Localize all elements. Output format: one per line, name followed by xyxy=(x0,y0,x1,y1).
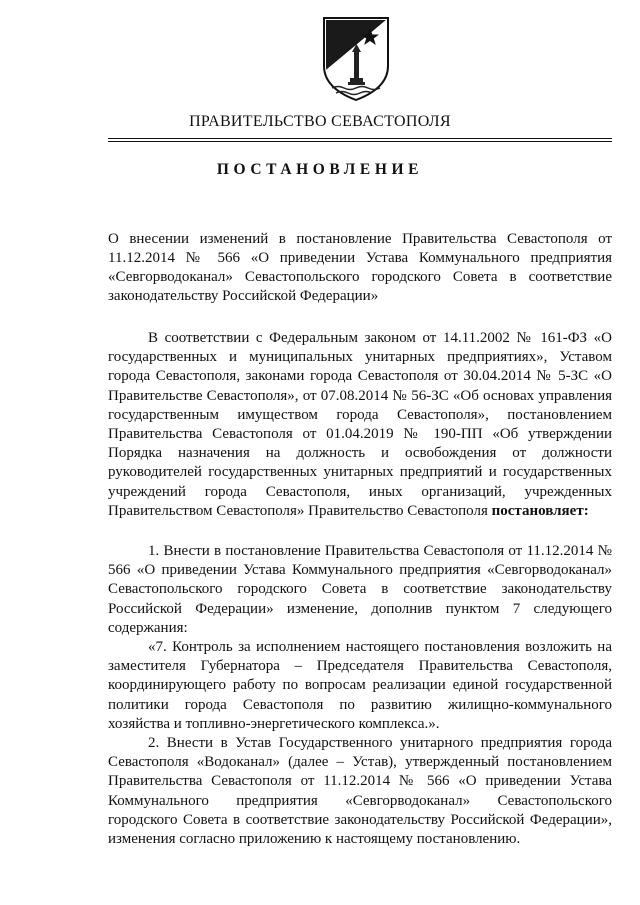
document-type-heading: ПОСТАНОВЛЕНИЕ xyxy=(216,161,424,178)
item-1-quote-paragraph: «7. Контроль за исполнением настоящего постановления возложить на заместителя Губернатора – Председателя Правительства Севастополя, координирующего работу по вопросам реализации единой государственной политики города Севастополя по развитию жилищно-коммунального хозяйства и топливно-энергетического комплекса.». xyxy=(108,639,612,732)
preamble-text: В соответствии с Федеральным законом от 14.11.2002 № 161-ФЗ «О государственных и муниципальных унитарных предприятиях», Уставом города Севастополя, законами города Севастополя от 30.04.2014 № 5-ЗС «О Правительстве Севастополя», от 07.08.2014 № 56-ЗС «Об основах управления государственным имуществом города Севастополя», постановлением Правительства Севастополя от 01.04.2019 № 190-ПП «Об утверждении Порядка назначения на должность и освобождения от должности руководителей государственных унитарных предприятий и государственных учреждений города Севастополя, иных организаций, учрежденных Правительством Севастополя» Правительство Севастополя xyxy=(108,330,612,519)
organization-title: ПРАВИТЕЛЬСТВО СЕВАСТОПОЛЯ xyxy=(189,113,451,130)
document-subject: О внесении изменений в постановление Правительства Севастополя от 11.12.2014 № 566 «О приведении Устава Коммунального предприятия «Севгорводоканал» Севастопольского городского Совета в соответствие законодательству Российской Федерации» xyxy=(108,231,612,304)
sevastopol-coat-of-arms-icon xyxy=(318,14,394,102)
header-divider-top xyxy=(108,138,612,139)
header-divider-bottom xyxy=(108,141,612,142)
document-body xyxy=(108,329,612,849)
item-1-paragraph: 1. Внести в постановление Правительства Севастополя от 11.12.2014 № 566 «О приведении Устава Коммунального предприятия «Севгорводоканал» Севастопольского городского Совета в соответствие законодательству Российской Федерации» изменение, дополнив пунктом 7 следующего содержания: xyxy=(108,543,612,636)
decree-word: постановляет: xyxy=(491,502,589,519)
item-2-paragraph: 2. Внести в Устав Государственного унитарного предприятия города Севастополя «Водоканал» (далее – Устав), утвержденный постановлением Правительства Севастополя от 11.12.2014 № 566 «О приведении Устава Коммунального предприятия «Севгорводоканал» Севастопольского городского Совета в соответствие законодательству Российской Федерации», изменения согласно приложению к настоящему постановлению. xyxy=(108,735,612,848)
preamble-paragraph xyxy=(108,329,612,521)
